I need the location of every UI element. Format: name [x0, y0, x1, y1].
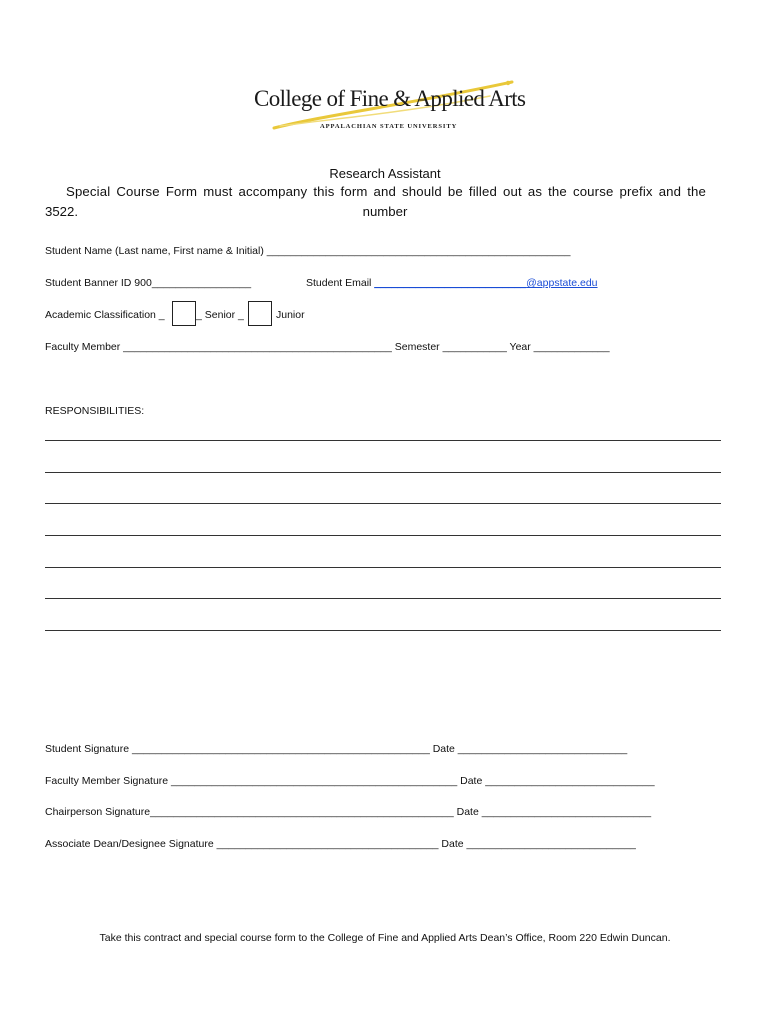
responsibility-line[interactable]	[45, 598, 721, 599]
student-email-field[interactable]	[306, 277, 598, 289]
footer-instructions: Take this contract and special course form to the College of Fine and Applied Arts Dean’s Office, Room 220 Edwin Duncan.	[99, 932, 671, 944]
responsibility-line[interactable]	[45, 472, 721, 473]
intro-line-1: Special Course Form must accompany this form and should be filled out as the course prefix and the	[66, 184, 706, 199]
college-name: College of Fine & Applied Arts	[254, 86, 526, 111]
intro-course-number: 3522.	[45, 204, 79, 219]
responsibility-line[interactable]	[45, 630, 721, 631]
junior-checkbox[interactable]	[248, 301, 272, 326]
junior-label: Junior	[276, 309, 305, 321]
senior-checkbox[interactable]	[172, 301, 196, 326]
intro-number-word: number	[362, 204, 408, 219]
responsibility-line[interactable]	[45, 503, 721, 504]
responsibility-line[interactable]	[45, 535, 721, 536]
senior-label: _ Senior _	[196, 309, 244, 321]
responsibilities-label: RESPONSIBILITIES:	[45, 405, 145, 417]
student-name-field[interactable]: Student Name (Last name, First name & Initial) ____________________________________________________	[45, 245, 571, 257]
university-name: APPALACHIAN STATE UNIVERSITY	[320, 123, 458, 130]
form-title: Research Assistant	[329, 166, 441, 181]
student-email-blank[interactable]: __________________________	[374, 277, 527, 289]
banner-id-field[interactable]: Student Banner ID 900_________________	[45, 277, 252, 289]
student-signature-field[interactable]: Student Signature ___________________________________________________ Date _____________________________	[45, 743, 628, 755]
chairperson-signature-field[interactable]: Chairperson Signature____________________________________________________ Date _____________________________	[45, 806, 652, 818]
responsibility-line[interactable]	[45, 567, 721, 568]
responsibility-line[interactable]	[45, 440, 721, 441]
faculty-signature-field[interactable]: Faculty Member Signature _________________________________________________ Date _____________________________	[45, 775, 655, 787]
student-email-domain: @appstate.edu	[526, 277, 598, 289]
faculty-member-field[interactable]: Faculty Member ______________________________________________ Semester ___________ Year _____________	[45, 341, 610, 353]
classification-label: Academic Classification _	[45, 309, 165, 321]
associate-dean-signature-field[interactable]: Associate Dean/Designee Signature ______________________________________ Date _____________________________	[45, 838, 636, 850]
student-email-label: Student Email	[306, 277, 375, 289]
